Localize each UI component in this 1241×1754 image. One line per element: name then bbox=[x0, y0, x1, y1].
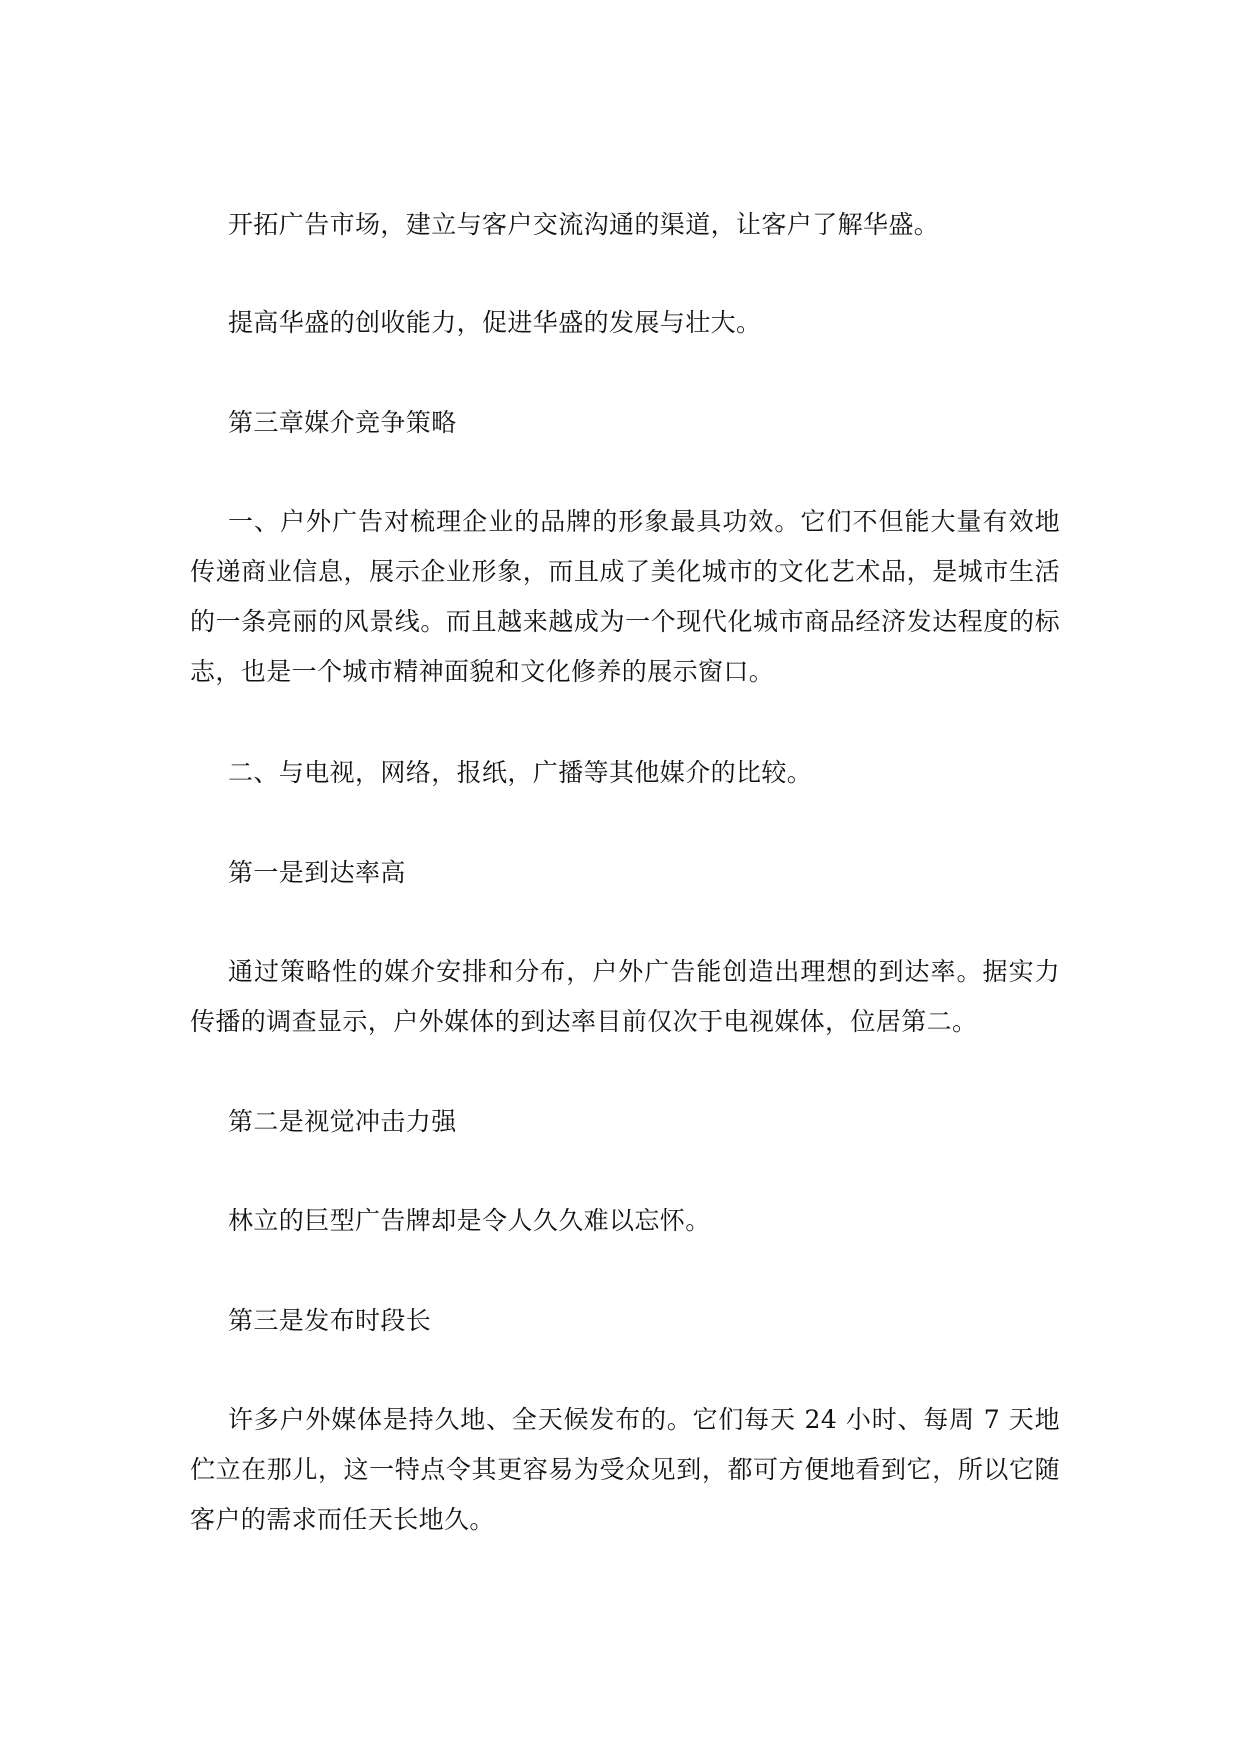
paragraph-duration: 许多户外媒体是持久地、全天候发布的。它们每天 24 小时、每周 7 天地伫立在那儿，这一特点令其更容易为受众见到，都可方便地看到它，所以它随客户的需求而任天长地久。 bbox=[190, 1405, 1060, 1534]
paragraph-visual-impact: 林立的巨型广告牌却是令人久久难以忘怀。 bbox=[228, 1206, 711, 1235]
subheading-reach: 第一是到达率高 bbox=[228, 858, 406, 887]
paragraph-revenue: 提高华盛的创收能力，促进华盛的发展与壮大。 bbox=[228, 308, 762, 337]
paragraph-media-comparison: 二、与电视，网络，报纸，广播等其他媒介的比较。 bbox=[228, 758, 813, 787]
chapter-heading: 第三章媒介竞争策略 bbox=[228, 408, 457, 437]
paragraph-market: 开拓广告市场，建立与客户交流沟通的渠道，让客户了解华盛。 bbox=[228, 210, 940, 239]
paragraph-outdoor-brand: 一、户外广告对梳理企业的品牌的形象最具功效。它们不但能大量有效地传递商业信息，展示企业形象，而且成了美化城市的文化艺术品，是城市生活的一条亮丽的风景线。而且越来越成为一个现代化城市商品经济发达程度的标志，也是一个城市精神面貌和文化修养的展示窗口。 bbox=[190, 507, 1060, 686]
subheading-duration: 第三是发布时段长 bbox=[228, 1306, 432, 1335]
paragraph-reach: 通过策略性的媒介安排和分布，户外广告能创造出理想的到达率。据实力传播的调查显示，户外媒体的到达率目前仅次于电视媒体，位居第二。 bbox=[190, 957, 1060, 1036]
subheading-visual-impact: 第二是视觉冲击力强 bbox=[228, 1107, 457, 1136]
